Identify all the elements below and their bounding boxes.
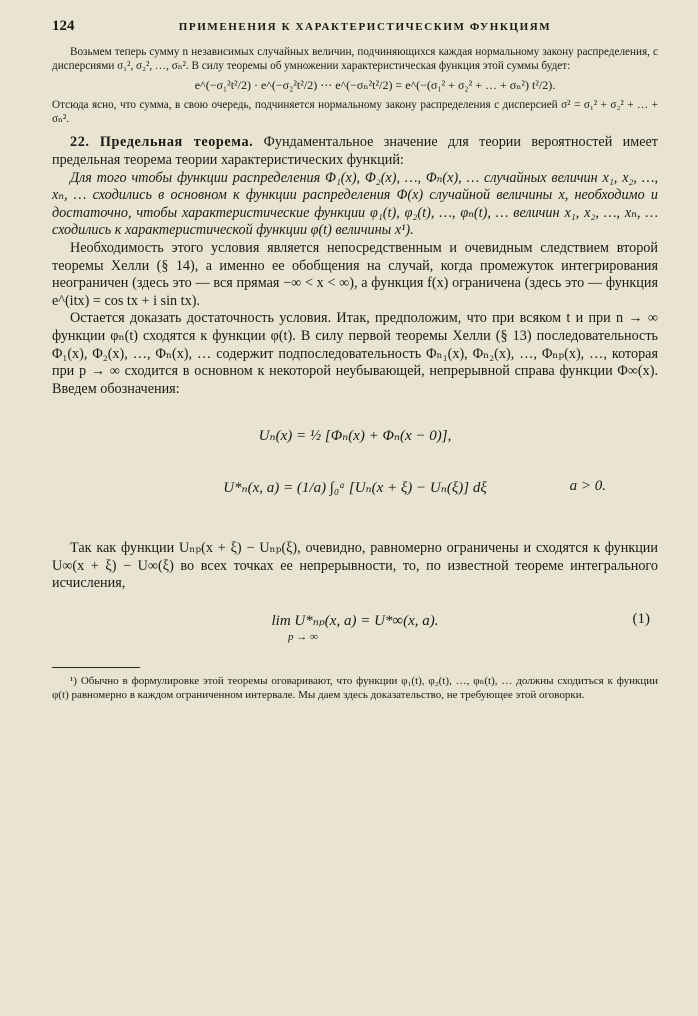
- running-title: ПРИМЕНЕНИЯ К ХАРАКТЕРИСТИЧЕСКИМ ФУНКЦИЯМ: [178, 21, 552, 33]
- theorem-statement: Для того чтобы функции распределения Φ₁(x), Φ₂(x), …, Φₙ(x), … случайных величин x₁, x₂, …, xₙ, … сходились в основном к функции распределения Φ(x) случайной величины x, необходимо и достаточно, чтобы характеристические функции φ₁(t), φ₂(t), …, φₙ(t), … величин x₁, x₂, …, xₙ, … сходились к характеристической функции φ(t) величины x¹).: [52, 169, 658, 239]
- intro-paragraph: Возьмем теперь сумму n независимых случайных величин, подчиняющихся каждая нормальному закону распределения, с дисперсиями σ₁², σ₂², …, σₙ². В силу теоремы об умножении характеристическая функция этой суммы будет:: [52, 46, 658, 72]
- equation-1-body: lim U*ₙₚ(x, a) = U*∞(x, a).: [271, 613, 439, 630]
- footnote: ¹) Обычно в формулировке этой теоремы оговаривают, что функции φ₁(t), φ₂(t), …, φₙ(t), … должны сходиться к функции φ(t) равномерно в каждом ограниченном интервале. Мы даем здесь доказательство, не требующее этой оговорки.: [52, 675, 658, 702]
- page-header: [52, 18, 658, 42]
- footnote-divider: [52, 667, 140, 668]
- section-number: 22.: [70, 134, 90, 151]
- equation-u: Uₙ(x) = ½ [Φₙ(x) + Φₙ(x − 0)],: [258, 428, 452, 445]
- page-number: 124: [52, 18, 75, 34]
- product-formula: e^(−σ₁²t²/2) · e^(−σ₂²t²/2) ⋯ e^(−σₙ²t²/2) = e^(−(σ₁² + σ₂² + … + σₙ²) t²/2).: [194, 78, 556, 93]
- equation-u-star-definition: [52, 462, 658, 514]
- equation-1-subscript: p → ∞: [288, 631, 318, 644]
- section-22-paragraph: [52, 134, 658, 169]
- equation-1: [52, 599, 658, 647]
- necessity-paragraph: Необходимость этого условия является непосредственным и очевидным следствием второй теоремы Хелли (§ 14), а именно ее обобщения на случай, когда промежуток интегрирования неограничен (здесь это — вся прямая −∞ < x < ∞), а функция f(x) ограничена (здесь это — функция e^(itx) = cos tx + i sin tx).: [52, 239, 658, 309]
- equation-u-definition: [52, 416, 658, 456]
- sufficiency-paragraph: Остается доказать достаточность условия. Итак, предположим, что при всяком t и при n → ∞ функции φₙ(t) сходятся к функции φ(t). В силу первой теоремы Хелли (§ 13) последовательность Φ₁(x), Φ₂(x), …, Φₙ(x), … содержит подпоследовательность Φₙ₁(x), Φₙ₂(x), …, Φₙₚ(x), …, которая при p → ∞ сходится в основном к некоторой неубывающей, непрерывной справа функции Φ∞(x). Введем обозначения:: [52, 310, 658, 397]
- section-lead: Фундаментальное значение для теории вероятностей имеет предельная теорема теории характеристических функций:: [52, 134, 659, 168]
- uniform-convergence-paragraph: Так как функции Uₙₚ(x + ξ) − Uₙₚ(ξ), очевидно, равномерно ограничены и сходятся к функции U∞(x + ξ) − U∞(ξ) во всех точках ее непрерывности, то, по известной теореме интегрального исчисления,: [52, 540, 658, 592]
- equation-u-star: U*ₙ(x, a) = (1/a) ∫₀ᵃ [Uₙ(x + ξ) − Uₙ(ξ)] dξ: [223, 480, 487, 497]
- section-title: Предельная теорема.: [99, 134, 254, 151]
- equation-1-number: (1): [632, 611, 650, 628]
- equation-u-star-condition: a > 0.: [569, 478, 606, 495]
- after-product-paragraph: Отсюда ясно, что сумма, в свою очередь, подчиняется нормальному закону распределения с дисперсией σ² = σ₁² + σ₂² + … + σₙ².: [52, 99, 658, 125]
